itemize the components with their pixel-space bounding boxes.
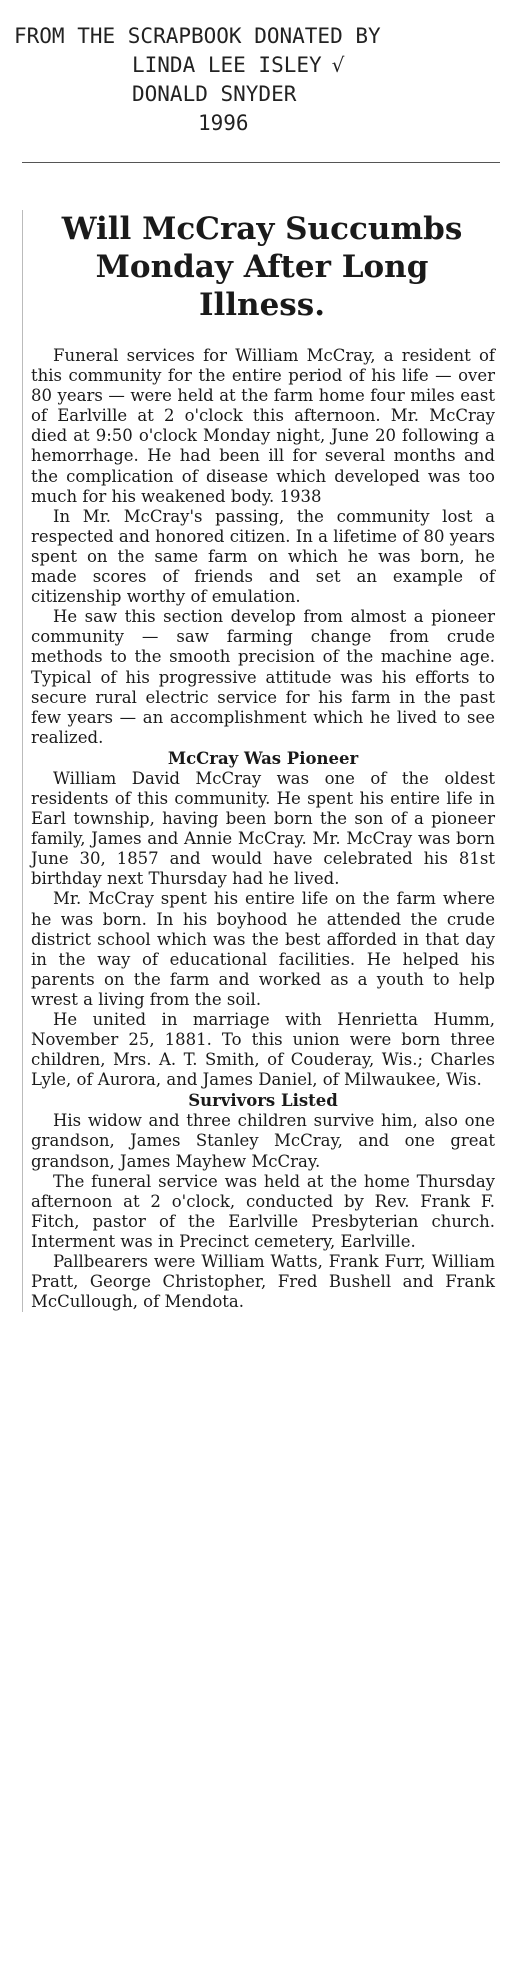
paragraph: In Mr. McCray's passing, the community lost a respected and honored citizen. In a lifetime of 80 years spent on the same farm on which he was born, he made scores of friends and set an example of citizenship worthy of emulation. xyxy=(31,506,496,607)
paragraph: Mr. McCray spent his entire life on the farm where he was born. In his boyhood he attended the crude district school which was the best afforded in that day in the way of educational facilities. He helped his parents on the farm and worked as a youth to help wrest a living from the soil. xyxy=(31,889,495,1009)
paragraph: His widow and three children survive him, also one grandson, James Stanley McCray, and one great grandson, James Mayhew McCray. xyxy=(31,1111,495,1171)
donor-name-1: LINDA LEE ISLEY xyxy=(132,53,322,77)
paragraph: Funeral services for William McCray, a resident of this community for the entire period of his life — over 80 years — were held at the farm home four miles east of Earlville at 2 o'clock this afternoon. Mr. McCray died at 9:50 o'clock Monday night, June 20 following a hemorrhage. He had been ill for several months and the complication of disease which developed was too much for his weakened body. 1938 xyxy=(31,346,495,506)
subhead-survivors: Survivors Listed xyxy=(188,1091,338,1111)
scrapbook-line-3: DONALD SNYDER xyxy=(132,82,297,106)
paragraph: He saw this section develop from almost a pioneer community — saw farming change from crude methods to the smooth precision of the machine age. Typical of his progressive attitude was his efforts to secure rural electric service for his farm in the past few years — an accomplishment which he lived to see realized. xyxy=(31,607,495,747)
check-mark: √ xyxy=(331,53,345,77)
article-body xyxy=(23,346,501,1312)
newspaper-clipping xyxy=(22,210,501,1312)
scrapbook-line-2 xyxy=(0,51,520,80)
paragraph: The funeral service was held at the home Thursday afternoon at 2 o'clock, conducted by Rev. Frank F. Fitch, pastor of the Earlville Presbyterian church. Interment was in Precinct cemetery, Earlville. xyxy=(31,1171,495,1251)
scrapbook-header xyxy=(0,22,520,138)
scrapbook-year: 1996 xyxy=(198,111,249,135)
paragraph: He united in marriage with Henrietta Humm, November 25, 1881. To this union were born three children, Mrs. A. T. Smith, of Couderay, Wis.; Charles Lyle, of Aurora, and James Daniel, of Milwaukee, Wis. xyxy=(31,1010,495,1090)
header-divider xyxy=(22,162,500,163)
article-headline: Will McCray Succumbs Monday After Long Illness. xyxy=(61,211,463,323)
scrapbook-line-1: FROM THE SCRAPBOOK DONATED BY xyxy=(14,24,381,48)
paragraph: William David McCray was one of the oldest residents of this community. He spent his entire life in Earl township, having been born the son of a pioneer family, James and Annie McCray. Mr. McCray was born June 30, 1857 and would have celebrated his 81st birthday next Thursday had he lived. xyxy=(31,768,495,889)
paragraph: Pallbearers were William Watts, Frank Furr, William Pratt, George Christopher, Fred Bushell and Frank McCullough, of Mendota. xyxy=(31,1252,495,1312)
subhead-pioneer: McCray Was Pioneer xyxy=(167,748,359,768)
